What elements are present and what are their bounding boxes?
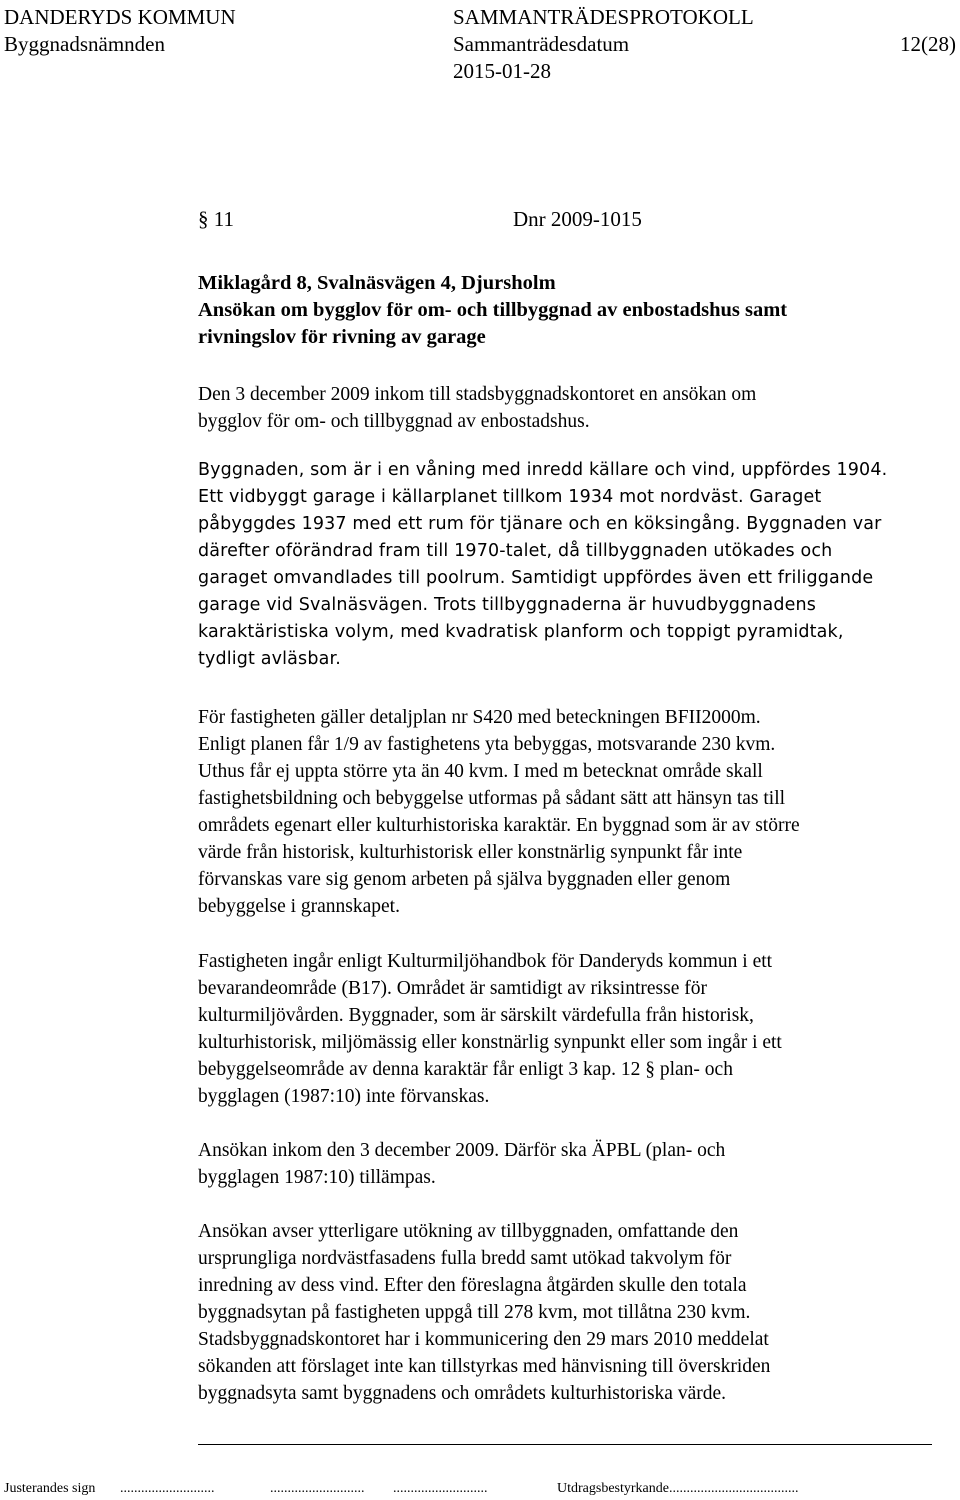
title-line: Ansökan om bygglov för om- och tillbyggnad av enbostadshus samt [198,299,788,321]
text-line: garage vid Svalnäsvägen. Trots tillbyggnaderna är huvudbyggnadens [198,595,817,615]
text-line: påbyggdes 1937 med ett rum för tjänare och en köksingång. Byggnaden var [198,514,882,534]
text-line: förvanskas vare sig genom arbeten på själva byggnaden eller genom [198,869,731,890]
text-line: Stadsbyggnadskontoret har i kommunicering den 29 mars 2010 meddelat [198,1329,769,1350]
text-line: kulturmiljövården. Byggnader, som är särskilt värdefulla från historisk, [198,1005,754,1026]
paragraph-application-scope [198,1218,770,1407]
signature-field: ........................... [393,1481,488,1496]
excerpt-certification: Utdragsbestyrkande..................................... [557,1481,799,1496]
text-line: Den 3 december 2009 inkom till stadsbyggnadskontoret en ansökan om [198,384,757,405]
text-line: bebyggelse i grannskapet. [198,896,400,917]
title-line: Miklagård 8, Svalnäsvägen 4, Djursholm [198,272,556,294]
text-line: sökanden att förslaget inte kan tillstyrkas med hänvisning till överskriden [198,1356,771,1377]
paragraph-symbol: § [198,207,209,231]
meeting-date-label: Sammanträdesdatum [453,32,630,56]
text-line: För fastigheten gäller detaljplan nr S420 med beteckningen BFII2000m. [198,707,761,728]
section-number-value: 11 [213,207,234,231]
text-line: Byggnaden, som är i en våning med inredd källare och vind, uppfördes 1904. [198,460,888,480]
text-line: bevarandeområde (B17). Området är samtidigt av riksintresse för [198,978,707,999]
text-line: kulturhistorisk, miljömässig eller konstnärlig synpunkt eller som ingår i ett [198,1032,782,1053]
text-line: byggnadsytan på fastigheten uppgå till 278 kvm, mot tillåtna 230 kvm. [198,1302,751,1323]
committee-name: Byggnadsnämnden [4,32,165,56]
footer-divider [198,1444,932,1445]
title-line: rivningslov för rivning av garage [198,326,486,348]
text-line: Fastigheten ingår enligt Kulturmiljöhandbok för Danderyds kommun i ett [198,951,773,972]
text-line: inredning av dess vind. Efter den föreslagna åtgärden skulle den totala [198,1275,747,1296]
signature-field: ........................... [120,1481,215,1496]
paragraph-detail-plan [198,704,800,920]
text-line: bebyggelseområde av denna karaktär får enligt 3 kap. 12 § plan- och [198,1059,733,1080]
text-line: Ansökan inkom den 3 december 2009. Därför ska ÄPBL (plan- och [198,1140,726,1161]
section-number [198,206,234,232]
text-line: värde från historisk, kulturhistorisk eller konstnärlig synpunkt får inte [198,842,743,863]
meeting-date: 2015-01-28 [453,59,551,83]
paragraph-building-history [198,457,887,673]
signature-field: ........................... [270,1481,365,1496]
text-line: därefter oförändrad fram till 1970-talet, då tillbyggnaden utökades och [198,541,833,561]
text-line: tydligt avläsbar. [198,649,341,669]
paragraph-cultural-heritage [198,948,782,1110]
text-line: bygglagen (1987:10) inte förvanskas. [198,1086,490,1107]
text-line: byggnadsyta samt byggnadens och områdets kulturhistoriska värde. [198,1383,727,1404]
text-line: bygglagen 1987:10) tillämpas. [198,1167,436,1188]
paragraph-applicable-law [198,1137,725,1191]
text-line: bygglov för om- och tillbyggnad av enbostadshus. [198,411,590,432]
text-line: Uthus får ej uppta större yta än 40 kvm. I med m betecknat område skall [198,761,763,782]
text-line: Ett vidbyggt garage i källarplanet tillkom 1934 mot nordväst. Garaget [198,487,822,507]
text-line: områdets egenart eller kulturhistoriska karaktär. En byggnad som är av större [198,815,800,836]
paragraph-application-received [198,381,756,435]
page-number: 12(28) [900,32,956,56]
diary-number: Dnr 2009-1015 [513,207,642,231]
text-line: Enligt planen får 1/9 av fastighetens yta bebyggas, motsvarande 230 kvm. [198,734,776,755]
signature-label: Justerandes sign [4,1481,96,1496]
text-line: Ansökan avser ytterligare utökning av tillbyggnaden, omfattande den [198,1221,739,1242]
text-line: garaget omvandlades till poolrum. Samtidigt uppfördes även ett friliggande [198,568,874,588]
text-line: fastighetsbildning och bebyggelse utformas på sådant sätt att hänsyn tas till [198,788,786,809]
case-title [198,270,787,351]
document-type: SAMMANTRÄDESPROTOKOLL [453,5,754,29]
text-line: karaktäristiska volym, med kvadratisk planform och toppigt pyramidtak, [198,622,844,642]
text-line: ursprungliga nordvästfasadens fulla bredd samt utökad takvolym för [198,1248,732,1269]
municipality-name: DANDERYDS KOMMUN [4,5,236,29]
